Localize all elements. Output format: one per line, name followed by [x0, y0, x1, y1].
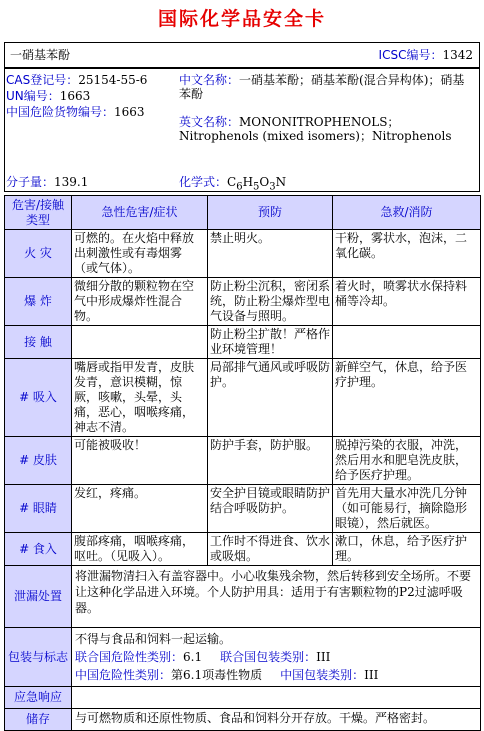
- packaging-cn-line: 中国危险性类别：第6.1项毒性物质 中国包装类别：III: [75, 668, 379, 682]
- icsc-value: 1342: [442, 48, 473, 62]
- cell-prevention: 局部排气通风或呼吸防护。: [208, 359, 333, 437]
- table-row: [5, 533, 481, 566]
- row-category-packaging: 包装与标志: [5, 628, 72, 687]
- cell-prevention: 禁止明火。: [208, 230, 333, 278]
- cn-haz-field: 中国危险货物编号：1663: [6, 105, 145, 119]
- cell-prevention: 防止粉尘扩散！严格作业环境管理！: [208, 326, 333, 359]
- table-row: [5, 359, 481, 437]
- cell-first-aid: 干粉，雾状水，泡沫，二氧化碳。: [333, 230, 481, 278]
- cell-first-aid: 新鲜空气，休息，给予医疗护理。: [333, 359, 481, 437]
- cell-emergency-text: [72, 687, 481, 709]
- header-first-aid: 急救/消防: [333, 196, 481, 230]
- cell-acute: 微细分散的颗粒物在空气中形成爆炸性混合物。: [72, 278, 208, 326]
- formula-field: 化学式：$C_6H_5O_3N$: [179, 175, 287, 193]
- cn-name-field: 中文名称：一硝基苯酚；硝基苯酚(混合异构体)；硝基苯酚: [179, 73, 465, 101]
- table-row: [5, 709, 481, 731]
- header-acute: 急性危害/症状: [72, 196, 208, 230]
- table-row: [5, 687, 481, 709]
- table-row: [5, 230, 481, 278]
- cell-prevention: 工作时不得进食、饮水或吸烟。: [208, 533, 333, 566]
- row-category-explosion: 爆 炸: [5, 278, 72, 326]
- formula: $C_6H_5O_3N$: [227, 175, 287, 193]
- row-category-skin: # 皮肤: [5, 437, 72, 485]
- table-row: [5, 485, 481, 533]
- cell-first-aid: [333, 326, 481, 359]
- cell-acute: [72, 326, 208, 359]
- row-category-ingestion: # 食入: [5, 533, 72, 566]
- cell-prevention: 防止粉尘沉积，密闭系统，防止粉尘爆炸型电气设备与照明。: [208, 278, 333, 326]
- cas-field: CAS登记号：25154-55-6: [6, 73, 148, 87]
- hazard-table: [4, 195, 481, 731]
- table-row: [5, 326, 481, 359]
- cell-prevention: 防护手套，防护服。: [208, 437, 333, 485]
- row-category-inhalation: # 吸入: [5, 359, 72, 437]
- row-category-emergency: 应急响应: [5, 687, 72, 709]
- cell-acute: 可能被吸收！: [72, 437, 208, 485]
- cell-storage-text: 与可燃物质和还原性物质、食品和饲料分开存放。干燥。严格密封。: [72, 709, 481, 731]
- packaging-un-line: 联合国危险性类别：6.1 联合国包装类别：III: [75, 650, 331, 664]
- table-row: [5, 437, 481, 485]
- header-prevention: 预防: [208, 196, 333, 230]
- table-row: [5, 566, 481, 628]
- row-category-spill: 泄漏处置: [5, 566, 72, 628]
- cell-first-aid: 脱掉污染的衣服，冲洗，然后用水和肥皂洗皮肤，给予医疗护理。: [333, 437, 481, 485]
- chemical-name: 一硝基苯酚: [10, 48, 71, 62]
- cell-acute: 可燃的。在火焰中释放出刺激性或有毒烟雾（或气体）。: [72, 230, 208, 278]
- cell-acute: 发红，疼痛。: [72, 485, 208, 533]
- cell-spill-text: 将泄漏物清扫入有盖容器中。小心收集残余物，然后转移到安全场所。不要让这种化学品进入环境。个人防护用具：适用于有害颗粒物的P2过滤呼吸器。: [72, 566, 481, 628]
- header-type: 危害/接触类型: [5, 196, 72, 230]
- cell-first-aid: 着火时，喷雾状水保持料桶等冷却。: [333, 278, 481, 326]
- cell-first-aid: 首先用大量水冲洗几分钟（如可能易行，摘除隐形眼镜），然后就医。: [333, 485, 481, 533]
- cell-prevention: 安全护目镜或眼睛防护结合呼吸防护。: [208, 485, 333, 533]
- row-category-storage: 储存: [5, 709, 72, 731]
- mw-field: 分子量：139.1: [6, 175, 89, 189]
- table-row: [5, 628, 481, 687]
- packaging-note: 不得与食品和饲料一起运输。: [75, 632, 232, 646]
- icsc-label: ICSC编号：: [378, 48, 443, 62]
- cell-first-aid: 漱口，休息，给予医疗护理。: [333, 533, 481, 566]
- cell-packaging: [72, 628, 481, 687]
- en-name-field: 英文名称：MONONITROPHENOLS；Nitrophenols (mixed isomers)；Nitrophenols: [179, 115, 452, 143]
- icsc-number: [379, 48, 473, 63]
- row-category-fire: 火 灾: [5, 230, 72, 278]
- table-row: [5, 278, 481, 326]
- cell-acute: 腹部疼痛，咽喉疼痛，呕吐。（见吸入）。: [72, 533, 208, 566]
- row-category-eyes: # 眼睛: [5, 485, 72, 533]
- identifier-box: [4, 68, 480, 192]
- table-header-row: [5, 196, 481, 230]
- row-category-exposure: 接 触: [5, 326, 72, 359]
- card-title: 国际化学品安全卡: [157, 8, 326, 30]
- name-row: [4, 42, 480, 68]
- un-field: UN编号：1663: [6, 89, 91, 103]
- cell-acute: 嘴唇或指甲发青，皮肤发青，意识模糊，惊厥，咳嗽，头晕，头痛，恶心，咽喉疼痛，神志不清。: [72, 359, 208, 437]
